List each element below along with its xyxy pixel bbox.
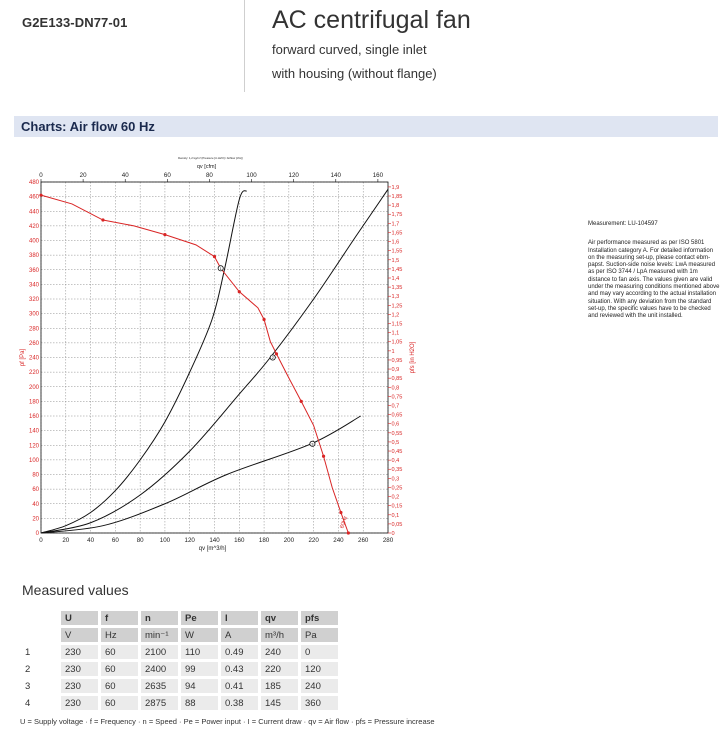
x-tick-label: 260	[358, 537, 369, 544]
y2-tick-label: 1,55	[391, 248, 403, 255]
y2-tick-label: 0,85	[391, 376, 403, 383]
unit-cell: m³/h	[261, 628, 298, 642]
section-title: Charts: Air flow 60 Hz	[21, 119, 155, 134]
table-header-row	[21, 611, 338, 625]
y-tick-label: 40	[32, 501, 39, 508]
y-tick-label: 480	[28, 180, 39, 186]
y2-tick-label: 0,5	[391, 439, 400, 446]
unit-cell: V	[61, 628, 98, 642]
value-cell: 60	[101, 662, 138, 676]
y2-tick-label: 1,4	[391, 275, 400, 282]
y-tick-label: 440	[28, 209, 39, 216]
header-cell: U	[61, 611, 98, 625]
value-cell: 145	[261, 696, 298, 710]
unit-cell: Pa	[301, 628, 338, 642]
header-cell: n	[141, 611, 178, 625]
table-row	[21, 662, 338, 676]
header-cell: Pe	[181, 611, 218, 625]
unit-cell: Hz	[101, 628, 138, 642]
measured-values-legend: U = Supply voltage · f = Frequency · n = Speed · Pe = Power input · I = Current draw · qv = Air flow · pfs = Pressure increase	[20, 717, 435, 726]
y2-tick-label: 1,7	[391, 221, 400, 228]
y-tick-label: 360	[28, 267, 39, 274]
system-curve-1	[41, 191, 247, 533]
value-cell: 240	[301, 679, 338, 693]
value-cell: 0.38	[221, 696, 258, 710]
y2-tick-label: 0,95	[391, 357, 403, 364]
model-number: G2E133-DN77-01	[22, 15, 128, 30]
x-tick-label: 0	[39, 537, 43, 544]
value-cell: 240	[261, 645, 298, 659]
value-cell: 99	[181, 662, 218, 676]
y2-tick-label: 0,1	[391, 512, 400, 519]
y2-tick-label: 1,5	[391, 257, 400, 264]
y2-tick-label: 1,15	[391, 321, 403, 328]
value-cell: 0	[301, 645, 338, 659]
y2-tick-label: 1,75	[391, 212, 403, 219]
x-tick-label: 60	[111, 537, 119, 544]
value-cell: 60	[101, 645, 138, 659]
x-tick-label: 80	[136, 537, 144, 544]
y-tick-label: 340	[28, 282, 39, 289]
y2-tick-label: 1,6	[391, 239, 400, 246]
fan-curve-point	[300, 400, 303, 403]
y2-tick-label: 0,75	[391, 394, 403, 401]
x-tick-label: 120	[184, 537, 195, 544]
table-row	[21, 679, 338, 693]
y2-tick-label: 1,65	[391, 230, 403, 237]
value-cell: 3	[25, 680, 31, 692]
top-tick-label: 160	[372, 172, 384, 179]
y2-tick-label: 0,2	[391, 494, 400, 501]
y2-tick-label: 0,7	[391, 403, 400, 410]
y2-tick-label: 1	[391, 348, 395, 355]
y-tick-label: 420	[28, 223, 39, 230]
y-tick-label: 120	[28, 443, 39, 450]
y2-tick-label: 0	[391, 531, 395, 537]
value-cell: 94	[181, 679, 218, 693]
y2-tick-label: 0,4	[391, 458, 400, 465]
y-tick-label: 400	[28, 238, 39, 245]
y-tick-label: 260	[28, 340, 39, 347]
table-units-row	[21, 628, 338, 642]
y2-tick-label: 0,05	[391, 521, 403, 528]
value-cell: 4	[25, 697, 31, 709]
fan-curve-point	[275, 352, 278, 355]
measurement-text: Air performance measured as per ISO 5801 Installation category A. For detailed information on the measuring set-up, please contact ebm-papst. Suction-side noise levels: LwA measured as per ISO 3744 / LpA measured with 1m distance to fan axis. The values given are valid under the measuring conditions mentioned above and may vary according to the actual installation situation. With any deviation from the standard set-up, the specific values have to be checked and reviewed with the unit installed.	[588, 240, 720, 320]
fan-curve-point	[262, 318, 265, 321]
top-tick-label: 80	[205, 172, 213, 179]
fan-curve-point	[101, 218, 104, 221]
y-tick-label: 100	[28, 457, 39, 464]
header-cell	[21, 611, 58, 625]
y-tick-label: 240	[28, 355, 39, 362]
y2-tick-label: 1,25	[391, 303, 403, 310]
top-tick-label: 120	[288, 172, 299, 179]
value-cell: 185	[261, 679, 298, 693]
y-tick-label: 0	[35, 531, 39, 537]
fan-curve-60hz	[41, 195, 348, 533]
value-cell: 2100	[141, 645, 178, 659]
y2-tick-label: 0,35	[391, 467, 403, 474]
measurement-note	[588, 221, 720, 321]
header-cell: pfs	[301, 611, 338, 625]
table-row	[21, 696, 338, 710]
product-subtitle-2: with housing (without flange)	[272, 66, 437, 81]
y-tick-label: 160	[28, 414, 39, 420]
y-tick-label: 20	[32, 516, 39, 523]
operating-point-label: 1	[219, 265, 222, 271]
value-cell: 230	[61, 679, 98, 693]
y2-tick-label: 1,2	[391, 312, 400, 319]
value-cell: 120	[301, 662, 338, 676]
system-curve-2	[41, 189, 388, 533]
unit-cell: min⁻¹	[141, 628, 178, 642]
x-tick-label: 40	[87, 537, 95, 544]
x-tick-label: 180	[258, 537, 270, 544]
y2-tick-label: 1,3	[391, 294, 400, 301]
x-tick-label: 200	[283, 537, 295, 544]
top-tick-label: 0	[39, 172, 43, 179]
value-cell: 220	[261, 662, 298, 676]
y-tick-label: 460	[28, 194, 39, 201]
y-tick-label: 320	[28, 297, 39, 303]
y2-tick-label: 1,05	[391, 339, 403, 346]
fan-performance-chart	[0, 150, 420, 560]
value-cell: 230	[61, 662, 98, 676]
y2-tick-label: 0,6	[391, 421, 400, 428]
top-tick-label: 20	[79, 172, 87, 179]
x-tick-label: 100	[159, 537, 171, 544]
y2-axis-label: pfs [in H2O]	[410, 341, 416, 374]
fan-curve-point	[213, 255, 216, 258]
y-axis-label: pf [Pa]	[20, 348, 26, 367]
fan-curve-point	[163, 233, 166, 236]
y2-tick-label: 0,25	[391, 485, 403, 492]
y-tick-label: 380	[28, 253, 39, 260]
operating-point-label: 2	[271, 355, 274, 361]
measured-values-title: Measured values	[22, 582, 129, 598]
top-tick-label: 140	[330, 172, 341, 179]
fan-curve-label: 60Hz	[339, 515, 350, 530]
y2-tick-label: 1,8	[391, 203, 400, 210]
fan-curve-point	[339, 511, 342, 514]
x-tick-label: 240	[333, 537, 344, 544]
y2-tick-label: 0,9	[391, 367, 400, 374]
value-cell: 2	[25, 663, 31, 675]
x-axis-label: qv [m^3/h]	[198, 546, 227, 552]
header-cell: qv	[261, 611, 298, 625]
top-tick-label: 40	[121, 172, 129, 179]
value-cell: 2635	[141, 679, 178, 693]
fan-curve-point	[238, 290, 241, 293]
product-subtitle-1: forward curved, single inlet	[272, 42, 427, 57]
y2-tick-label: 1,45	[391, 266, 403, 273]
top-tick-label: 100	[246, 172, 257, 179]
y-tick-label: 300	[28, 311, 39, 318]
value-cell: 88	[181, 696, 218, 710]
value-cell: 230	[61, 696, 98, 710]
y2-tick-label: 1,1	[391, 330, 400, 337]
y2-tick-label: 0,15	[391, 503, 403, 510]
operating-point-label: 3	[311, 441, 314, 447]
y-tick-label: 220	[28, 370, 39, 377]
value-cell: 360	[301, 696, 338, 710]
y-tick-label: 280	[28, 326, 39, 333]
y2-tick-label: 0,8	[391, 385, 400, 392]
value-cell: 0.41	[221, 679, 258, 693]
y-tick-label: 180	[28, 399, 39, 406]
top-axis-label: qv [cfm]	[196, 164, 217, 170]
value-cell: 0.49	[221, 645, 258, 659]
y-tick-label: 60	[32, 487, 39, 494]
value-cell: 230	[61, 645, 98, 659]
value-cell: 0.43	[221, 662, 258, 676]
y-tick-label: 80	[32, 472, 39, 479]
y2-tick-label: 0,65	[391, 412, 403, 419]
value-cell: 60	[101, 679, 138, 693]
y2-tick-label: 0,3	[391, 476, 400, 483]
y2-tick-label: 0,55	[391, 430, 403, 437]
y-tick-label: 140	[28, 428, 39, 435]
value-cell: 110	[181, 645, 218, 659]
y-tick-label: 200	[28, 384, 39, 391]
x-tick-label: 160	[234, 537, 245, 544]
y2-tick-label: 1,85	[391, 194, 403, 201]
x-tick-label: 280	[382, 537, 394, 544]
x-tick-label: 20	[62, 537, 70, 544]
value-cell: 60	[101, 696, 138, 710]
unit-cell: A	[221, 628, 258, 642]
y2-tick-label: 0,45	[391, 449, 403, 456]
unit-cell: W	[181, 628, 218, 642]
y2-tick-label: 1,9	[391, 184, 400, 191]
measured-values-table	[18, 608, 341, 713]
header-cell: I	[221, 611, 258, 625]
value-cell: 2875	[141, 696, 178, 710]
top-tick-label: 60	[163, 172, 171, 179]
x-tick-label: 220	[308, 537, 319, 544]
x-tick-label: 140	[209, 537, 220, 544]
measurement-id: Measurement: LU-104597	[588, 221, 658, 227]
table-row	[21, 645, 338, 659]
header-cell: f	[101, 611, 138, 625]
product-title: AC centrifugal fan	[272, 6, 471, 34]
fan-curve-point	[39, 194, 42, 197]
fan-curve-point	[347, 531, 350, 534]
value-cell: 2400	[141, 662, 178, 676]
y2-tick-label: 1,35	[391, 285, 403, 292]
chart-density-note: Density: 1,2 kg/m³ (Pressure [in H2O] / Airflow [cfm])	[178, 156, 243, 160]
value-cell: 1	[25, 646, 31, 658]
fan-curve-point	[322, 455, 325, 458]
unit-cell	[21, 628, 58, 642]
header-divider	[244, 0, 245, 92]
